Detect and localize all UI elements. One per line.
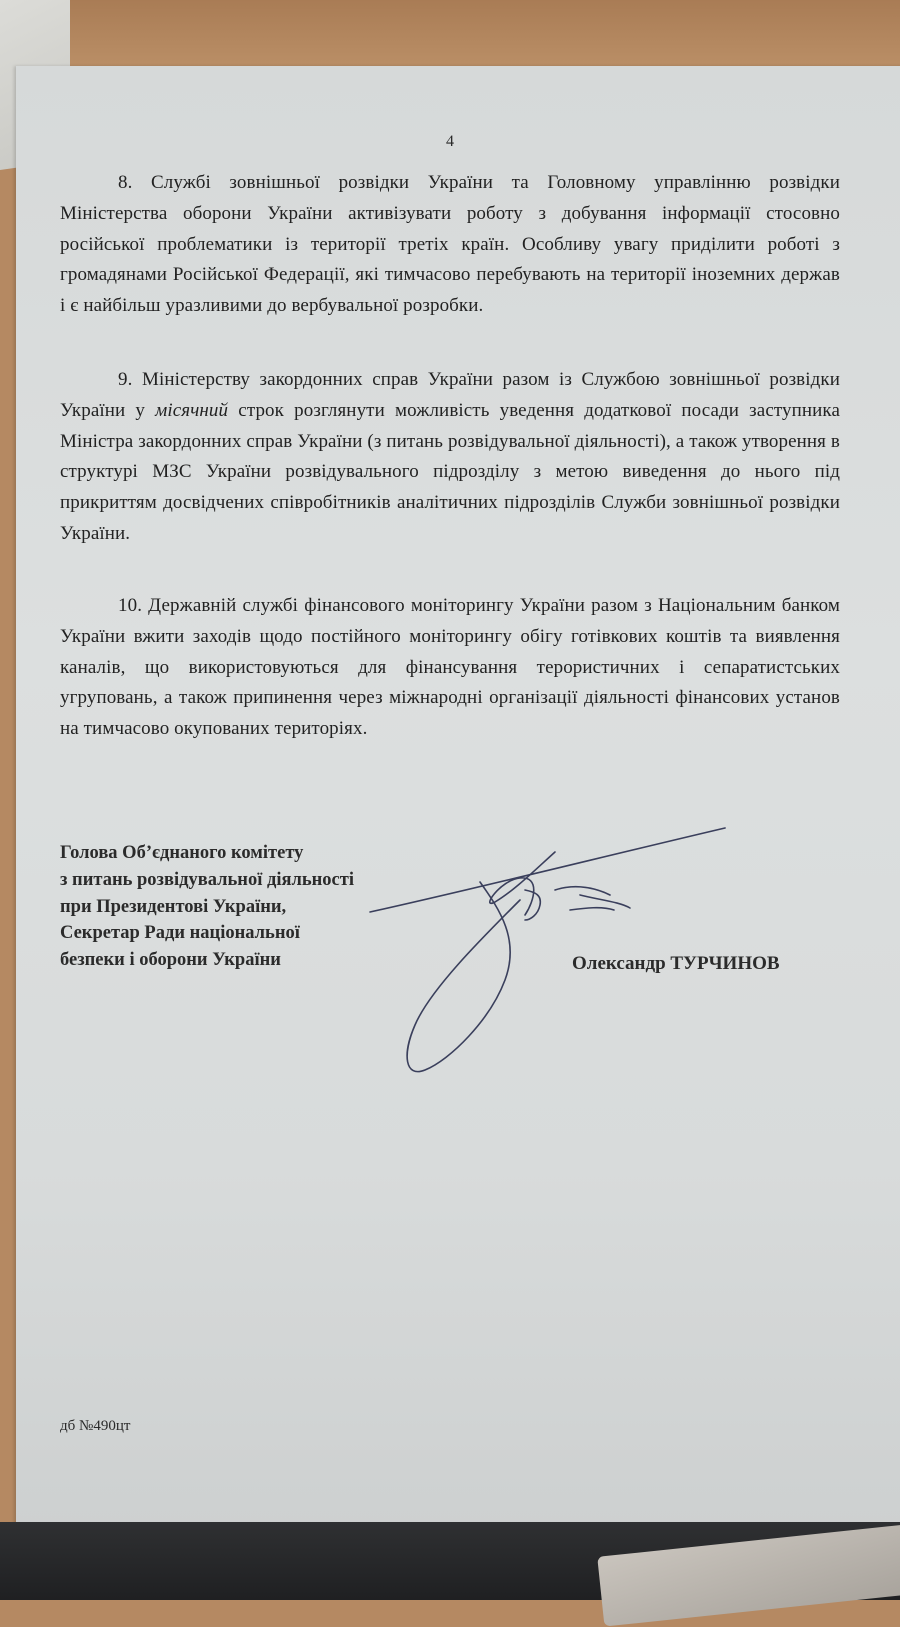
signatory-title-line-3: при Президентові України, (60, 896, 287, 917)
paragraph-9-emphasis: місячний (155, 399, 229, 421)
paragraph-9-end: строк розглянути можливість уведення додаткової посади заступника Міністра закордонних справ України (з питань розвідувальної діяльності), а також утворення в структурі МЗС України розвідувального підрозділу з метою виведення до нього під прикриттям досвідчених співробітників аналітичних підрозділів Служби зовнішньої розвідки України. (60, 399, 840, 544)
signatory-title-line-1: Голова Об’єднаного комітету (60, 843, 304, 863)
signatory-title-line-4: Секретар Ради національної (60, 923, 300, 944)
signatory-title-line-5: безпеки і оборони України (60, 950, 281, 971)
handwritten-signature (330, 820, 750, 1080)
page-number: 4 (446, 133, 454, 150)
paragraph-9 (60, 365, 840, 550)
document-id: дб №490цт (60, 1418, 131, 1434)
paragraph-8: 8. Службі зовнішньої розвідки України та Головному управлінню розвідки Міністерства оборони України активізувати роботу з добування інформації стосовно російської проблематики із території третіх країн. Особливу увагу приділити роботі з громадянами Російської Федерації, які тимчасово перебувають на території іноземних держав і є найбільш уразливими до вербувальної розробки. (60, 172, 840, 317)
paragraph-9-start: 9. Міністерству закордонних справ України разом із Службою зовнішньої розвідки України у (60, 369, 840, 421)
signatory-title-line-2: з питань розвідувальної діяльності (60, 869, 354, 890)
signer-name: Олександр ТУРЧИНОВ (572, 953, 780, 974)
paragraph-10: 10. Державній службі фінансового моніторингу України разом з Національним банком України вжити заходів щодо постійного моніторингу обігу готівкових коштів та виявлення каналів, що використовуються для фінансування терористичних і сепаратистських угруповань, а також припинення через міжнародні організації діяльності фінансових установ на тимчасово окупованих територіях. (60, 595, 840, 740)
